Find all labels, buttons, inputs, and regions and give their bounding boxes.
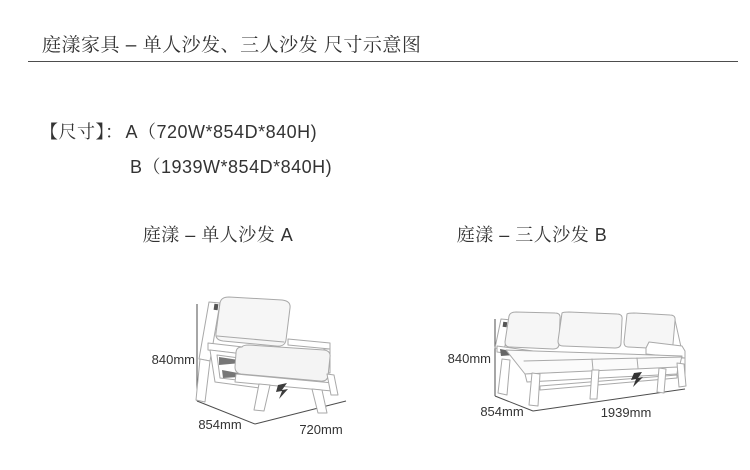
three-seat-sofa-depth-label: 854mm xyxy=(480,404,524,419)
size-spec-label: 【尺寸】： xyxy=(40,122,124,142)
three-seat-sofa-diagram xyxy=(440,306,700,431)
single-sofa-width-label: 720mm xyxy=(299,422,343,437)
three-seat-sofa-caption: 庭漾 – 三人沙发 B xyxy=(456,225,608,245)
rear-left-leg xyxy=(498,359,510,395)
back-frame-edge xyxy=(675,320,681,347)
size-spec-line-b xyxy=(130,153,332,179)
title-divider xyxy=(28,61,738,62)
front-right-leg xyxy=(677,363,686,387)
single-sofa-diagram xyxy=(150,291,360,446)
armchair-art xyxy=(196,297,338,413)
back-cushion-1 xyxy=(505,312,560,349)
single-sofa-height-label: 840mm xyxy=(151,352,195,367)
back-cushion-2 xyxy=(558,312,622,348)
post-clip xyxy=(214,304,219,310)
rear-right-leg xyxy=(327,374,338,395)
size-spec-value-a: A（720W*854D*840H) xyxy=(125,122,318,142)
single-sofa-depth-label: 854mm xyxy=(198,417,242,432)
size-spec-line-a xyxy=(40,118,317,144)
three-seat-sofa-height-label: 840mm xyxy=(447,351,491,366)
front-left-leg xyxy=(254,384,270,411)
single-sofa-caption: 庭漾 – 单人沙发 A xyxy=(142,225,294,245)
page-title: 庭漾家具 – 单人沙发、三人沙发 尺寸示意图 xyxy=(42,35,422,56)
rear-left-leg xyxy=(196,359,210,402)
width-dimension-line xyxy=(255,401,346,424)
sofa-art xyxy=(495,312,686,406)
size-spec-value-b: B（1939W*854D*840H) xyxy=(130,157,333,177)
rear-right-leg xyxy=(657,368,666,393)
right-arm-rail xyxy=(288,339,330,349)
post-clip xyxy=(503,322,508,328)
three-seat-sofa-width-label: 1939mm xyxy=(600,405,652,420)
middle-leg xyxy=(590,370,599,399)
